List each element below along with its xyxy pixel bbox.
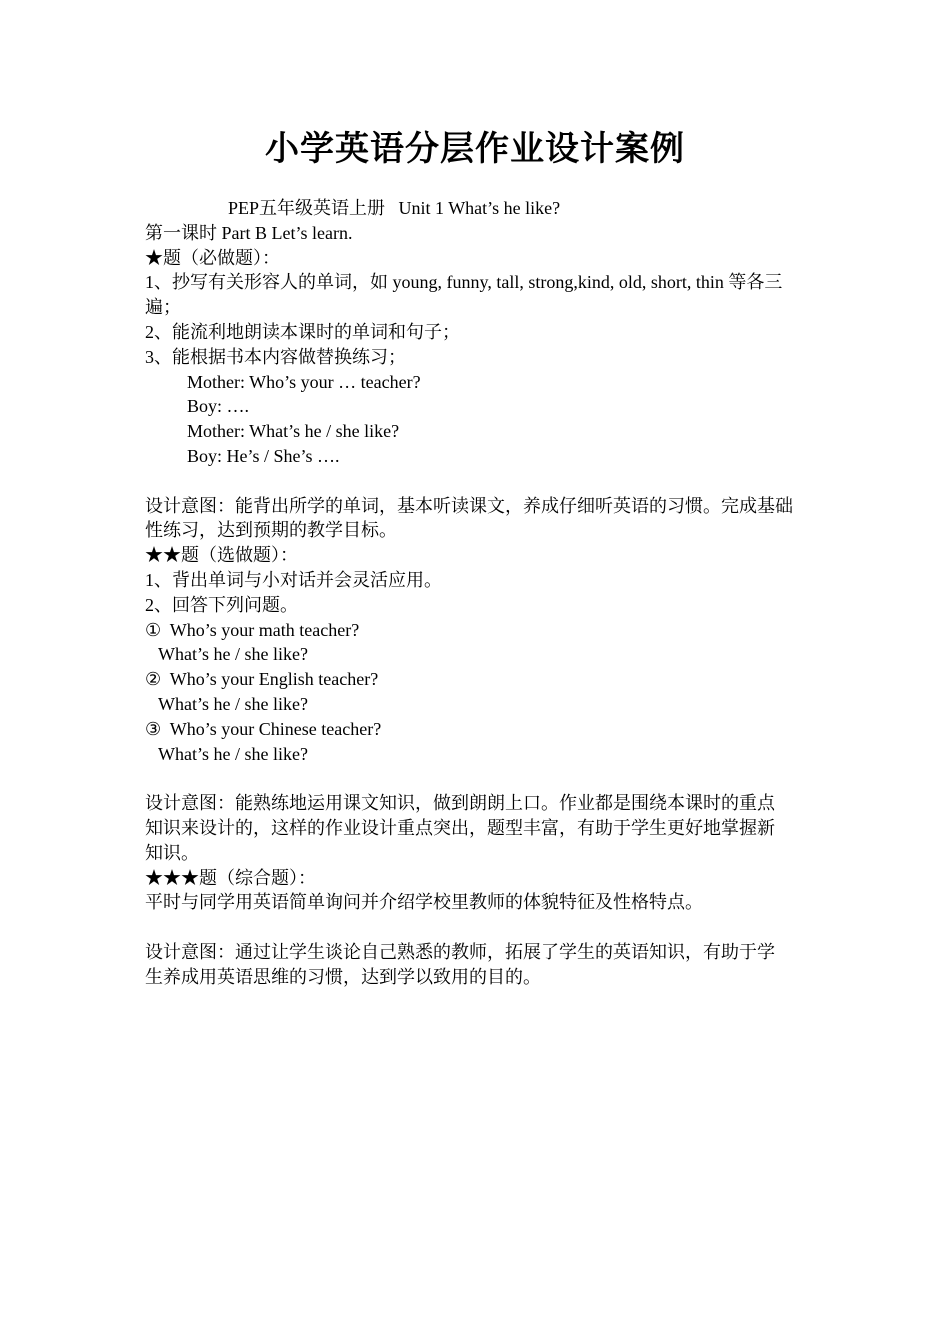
dialog-line: Boy: He’s / She’s …. xyxy=(187,445,340,466)
dialog-line: Mother: Who’s your … teacher? xyxy=(187,371,421,392)
question-3: ③ Who’s your Chinese teacher? xyxy=(145,718,382,739)
level3-item: 平时与同学用英语简单询问并介绍学校里教师的体貌特征及性格特点。 xyxy=(145,892,703,913)
level1-item2: 2、能流利地朗读本课时的单词和句子； xyxy=(145,321,460,342)
level1-item1-line2: 遍； xyxy=(145,297,181,318)
question-1-follow: What’s he / she like? xyxy=(158,644,308,665)
level2-intent-line3: 知识。 xyxy=(145,842,199,863)
level3-heading: ★★★题（综合题）： xyxy=(145,867,316,888)
level3-intent-line1: 设计意图：通过让学生谈论自己熟悉的教师，拓展了学生的英语知识，有助于学 xyxy=(145,941,775,962)
dialog-line: Mother: What’s he / she like? xyxy=(187,421,400,442)
spacer xyxy=(145,915,810,940)
question-3-follow: What’s he / she like? xyxy=(158,743,308,764)
level2-intent-line2: 知识来设计的，这样的作业设计重点突出，题型丰富，有助于学生更好地掌握新 xyxy=(145,817,775,838)
level1-item1-line1: 1、抄写有关形容人的单词，如 young, funny, tall, strong,kind, old, short, thin 等各三 xyxy=(145,272,783,293)
level2-intent-line1: 设计意图：能熟练地运用课文知识，做到朗朗上口。作业都是围绕本课时的重点 xyxy=(145,793,775,814)
dialog-line: Boy: …. xyxy=(187,396,250,417)
level1-intent-line2: 性练习，达到预期的教学目标。 xyxy=(145,520,397,541)
document-title: 小学英语分层作业设计案例 xyxy=(265,131,685,168)
level3-intent-line2: 生养成用英语思维的习惯，达到学以致用的目的。 xyxy=(145,966,541,987)
lesson-line: 第一课时 Part B Let’s learn. xyxy=(145,222,353,243)
spacer xyxy=(145,469,810,494)
question-2-follow: What’s he / she like? xyxy=(158,693,308,714)
spacer xyxy=(145,766,810,791)
level2-item2: 2、回答下列问题。 xyxy=(145,594,298,615)
level1-heading: ★题（必做题）： xyxy=(145,247,280,268)
level1-intent-line1: 设计意图：能背出所学的单词，基本听读课文，养成仔细听英语的习惯。完成基础 xyxy=(145,495,793,516)
question-1: ① Who’s your math teacher? xyxy=(145,619,360,640)
question-2: ② Who’s your English teacher? xyxy=(145,669,379,690)
level2-item1: 1、背出单词与小对话并会灵活应用。 xyxy=(145,569,442,590)
level1-item3: 3、能根据书本内容做替换练习； xyxy=(145,346,406,367)
subtitle: PEP五年级英语上册 Unit 1 What’s he like? xyxy=(228,198,561,218)
level2-heading: ★★题（选做题）： xyxy=(145,545,298,566)
document-body xyxy=(145,196,810,990)
